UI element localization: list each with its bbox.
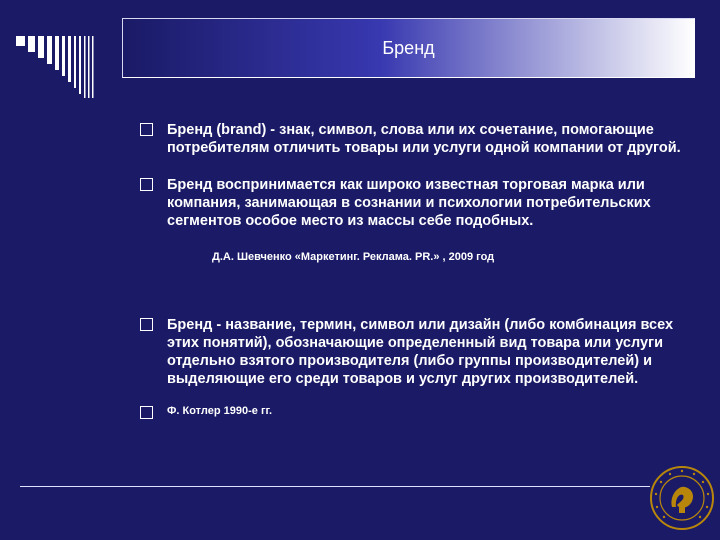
title-box xyxy=(122,18,695,78)
citation-shevchenko: Д.А. Шевченко «Маркетинг. Реклама. PR.» , 2009 год xyxy=(212,251,495,263)
checkbox-bullet-icon xyxy=(140,178,153,191)
checkbox-bullet-icon xyxy=(140,318,153,331)
checkbox-bullet-icon xyxy=(140,123,153,136)
slide-title: Бренд xyxy=(382,38,435,58)
checkbox-bullet-icon xyxy=(140,406,153,419)
citation-kotler: Ф. Котлер 1990-е гг. xyxy=(167,405,273,417)
point-kotler-definition: Бренд - название, термин, символ или дизайн (либо комбинация всех этих понятий), обозначающие определенный вид товара или услуги отдельно взятого производителя (либо группы производителей) и выделяющие его среди товаров и услуг других производителей. xyxy=(167,317,674,387)
point-definition: Бренд (brand) - знак, символ, слова или их сочетание, помогающие потребителям отличить товары или услуги одной компании от другой. xyxy=(167,122,681,156)
footer-divider xyxy=(20,486,650,487)
university-seal-icon xyxy=(649,465,715,531)
point-perception: Бренд воспринимается как широко известная торговая марка или компания, занимающая в сознании и психологии потребительских сегментов особое место из массы себе подобных. xyxy=(167,177,651,229)
